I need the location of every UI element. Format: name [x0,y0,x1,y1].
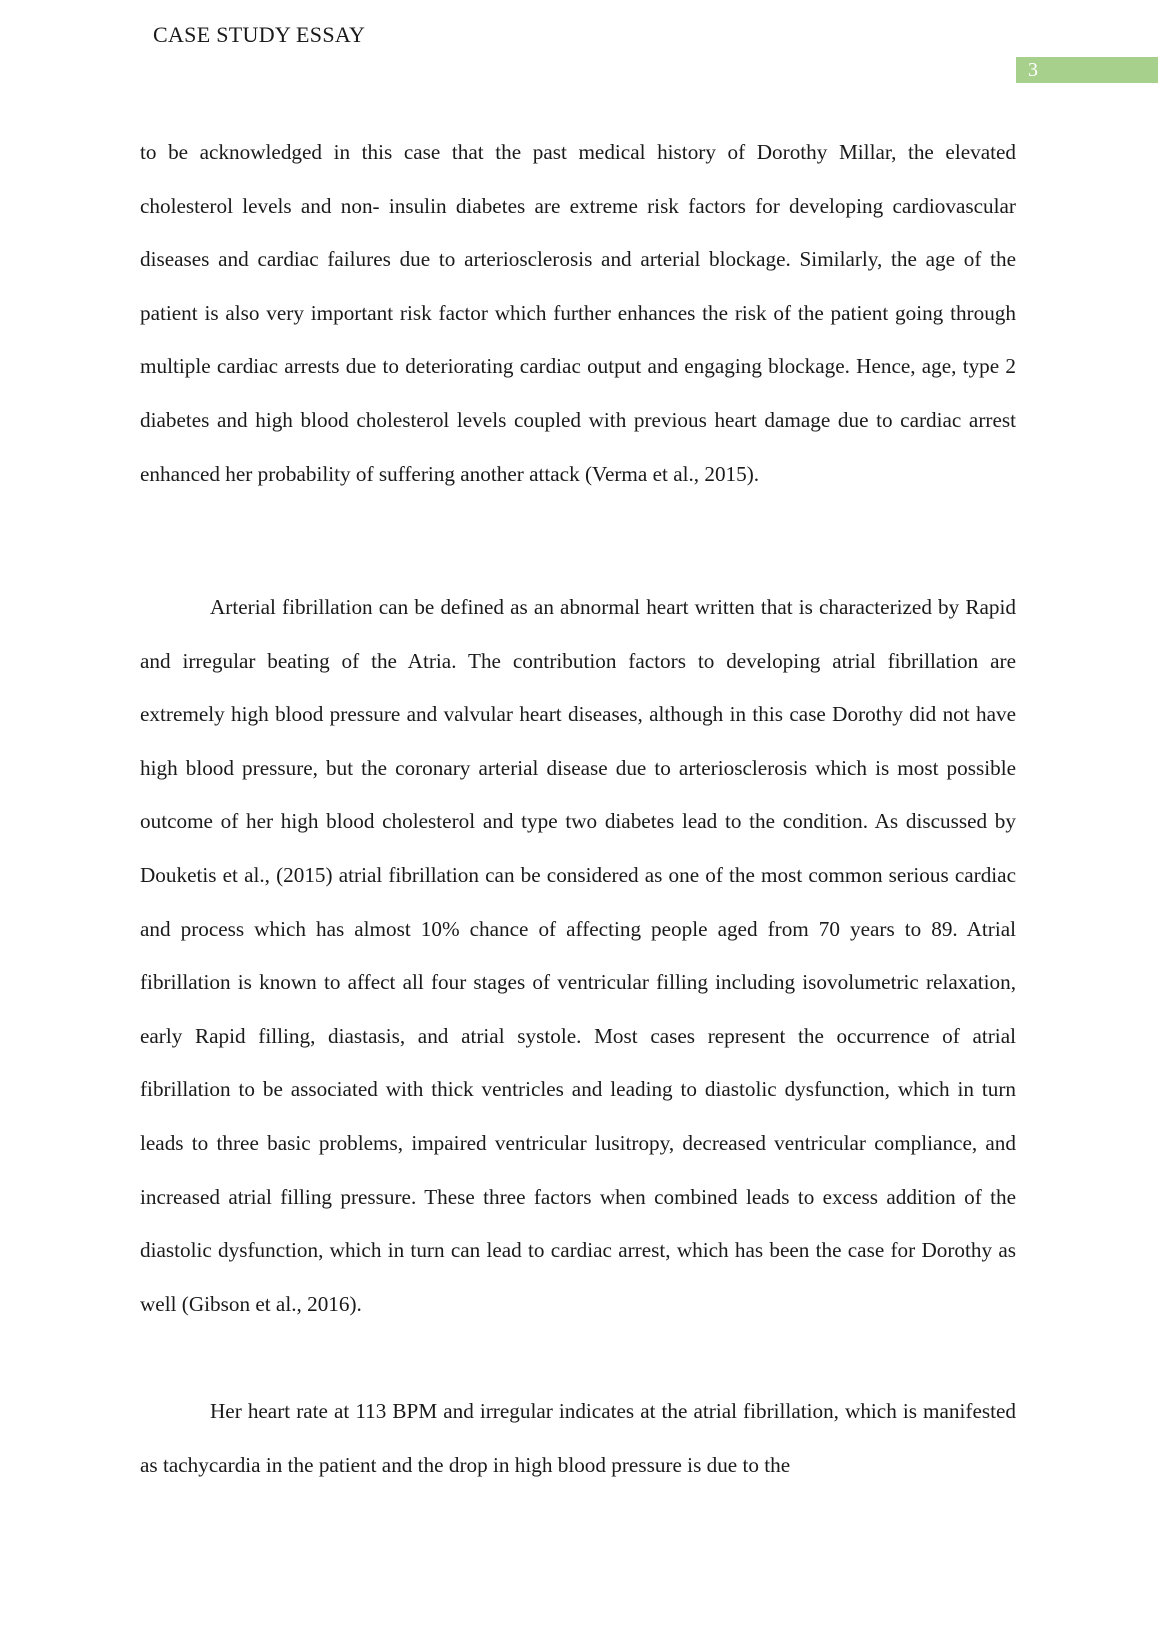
body-paragraph-1: to be acknowledged in this case that the past medical history of Dorothy Millar, the elevated cholesterol levels and non- insulin diabetes are extreme risk factors for developing cardiovascular diseases and cardiac failures due to arteriosclerosis and arterial blockage. Similarly, the age of the patient is also very important risk factor which further enhances the risk of the patient going through multiple cardiac arrests due to deteriorating cardiac output and engaging blockage. Hence, age, type 2 diabetes and high blood cholesterol levels coupled with previous heart damage due to cardiac arrest enhanced her probability of suffering another attack (Verma et al., 2015). [140,140,1016,486]
body-paragraph-3: Her heart rate at 113 BPM and irregular indicates at the atrial fibrillation, which is manifested as tachycardia in the patient and the drop in high blood pressure is due to the [140,1399,1016,1477]
body-paragraph-2: Arterial fibrillation can be defined as an abnormal heart written that is characterized by Rapid and irregular beating of the Atria. The contribution factors to developing atrial fibrillation are extremely high blood pressure and valvular heart diseases, although in this case Dorothy did not have high blood pressure, but the coronary arterial disease due to arteriosclerosis which is most possible outcome of her high blood cholesterol and type two diabetes lead to the condition. As discussed by Douketis et al., (2015) atrial fibrillation can be considered as one of the most common serious cardiac and process which has almost 10% chance of affecting people aged from 70 years to 89. Atrial fibrillation is known to affect all four stages of ventricular filling including isovolumetric relaxation, early Rapid filling, diastasis, and atrial systole. Most cases represent the occurrence of atrial fibrillation to be associated with thick ventricles and leading to diastolic dysfunction, which in turn leads to three basic problems, impaired ventricular lusitropy, decreased ventricular compliance, and increased atrial filling pressure. These three factors when combined leads to excess addition of the diastolic dysfunction, which in turn can lead to cardiac arrest, which has been the case for Dorothy as well (Gibson et al., 2016). [140,595,1016,1316]
page-number: 3 [1028,59,1038,81]
running-head: CASE STUDY ESSAY [153,22,366,47]
